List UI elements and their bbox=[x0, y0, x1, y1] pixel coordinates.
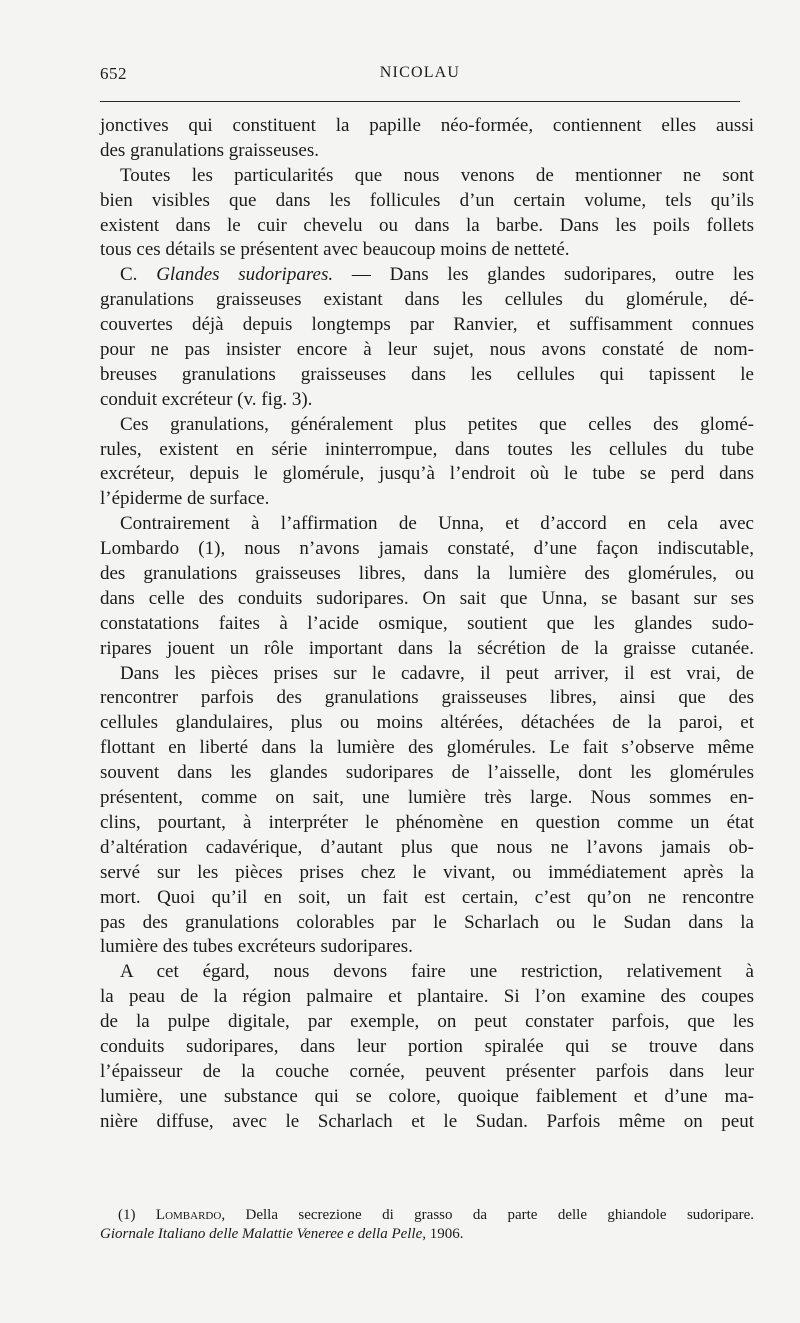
text-line: ripares jouent un rôle important dans la sécrétion de la graisse cutanée. bbox=[100, 637, 754, 659]
section-heading-line bbox=[100, 263, 754, 288]
text-line: rules, existent en série ininterrompue, dans toutes les cellules du tube bbox=[100, 438, 754, 460]
section-lead-text: — Dans les glandes sudoripares, outre les bbox=[351, 264, 754, 286]
text-line: conduits sudoripares, dans leur portion spiralée qui se trouve dans bbox=[100, 1035, 754, 1057]
text-line: de la pulpe digitale, par exemple, on peut constater parfois, que les bbox=[100, 1011, 754, 1033]
footnote-author: Lombardo, bbox=[155, 1207, 226, 1223]
footnote-journal: Giornale Italiano delle Malattie Veneree e della Pelle, bbox=[100, 1226, 427, 1242]
text-line: souvent dans les glandes sudoripares de l’aisselle, dont les glomérules bbox=[100, 762, 754, 784]
footnote-title: Della secrezione di grasso da parte delle ghiandole sudoripare. bbox=[245, 1207, 755, 1223]
text-line: présentent, comme on sait, une lumière très large. Nous sommes en- bbox=[100, 787, 754, 809]
text-line: Dans les pièces prises sur le cadavre, il peut arriver, il est vrai, de bbox=[120, 662, 754, 684]
page-header bbox=[100, 64, 740, 94]
body-text bbox=[100, 114, 754, 1135]
footnote-line-1 bbox=[100, 1206, 754, 1225]
text-line: couvertes déjà depuis longtemps par Ranvier, et suffisamment connues bbox=[100, 314, 754, 336]
text-line: granulations graisseuses existant dans les cellules du glomérule, dé- bbox=[100, 289, 754, 311]
footnote-year: 1906. bbox=[429, 1226, 464, 1242]
text-line: l’épiderme de surface. bbox=[100, 488, 270, 510]
text-line: cellules glandulaires, plus ou moins altérées, détachées de la paroi, et bbox=[100, 712, 754, 734]
text-line: Lombardo (1), nous n’avons jamais constaté, d’une façon indiscutable, bbox=[100, 538, 754, 560]
text-line: rencontrer parfois des granulations graisseuses libres, ainsi que des bbox=[100, 687, 754, 709]
footnote-marker: (1) bbox=[118, 1207, 136, 1223]
text-line: breuses granulations graisseuses dans les cellules qui tapissent le bbox=[100, 363, 754, 385]
text-line: d’altération cadavérique, d’autant plus que nous ne l’avons jamais ob- bbox=[100, 836, 754, 858]
text-line: lumière des tubes excréteurs sudoripares. bbox=[100, 936, 413, 958]
header-rule bbox=[100, 101, 740, 102]
section-title: Glandes sudoripares. bbox=[156, 264, 334, 286]
text-line: conduit excréteur (v. fig. 3). bbox=[100, 388, 313, 410]
text-line: lumière, une substance qui se colore, quoique faiblement et d’une ma- bbox=[100, 1085, 754, 1107]
text-line: A cet égard, nous devons faire une restriction, relativement à bbox=[120, 961, 754, 983]
text-line: mort. Quoi qu’il en soit, un fait est certain, c’est qu’on ne rencontre bbox=[100, 886, 754, 908]
text-line: la peau de la région palmaire et plantaire. Si l’on examine des coupes bbox=[100, 986, 754, 1008]
text-line: l’épaisseur de la couche cornée, peuvent présenter parfois dans leur bbox=[100, 1060, 754, 1082]
text-line: pas des granulations colorables par le Scharlach ou le Sudan dans la bbox=[100, 911, 754, 933]
text-line: excréteur, depuis le glomérule, jusqu’à l’endroit où le tube se perd dans bbox=[100, 463, 754, 485]
section-letter: C. bbox=[120, 264, 138, 286]
text-line: constatations faites à l’acide osmique, soutient que les glandes sudo- bbox=[100, 612, 754, 634]
text-line: Toutes les particularités que nous venons de mentionner ne sont bbox=[120, 164, 754, 186]
text-line: tous ces détails se présentent avec beaucoup moins de netteté. bbox=[100, 239, 570, 261]
text-line: Contrairement à l’affirmation de Unna, et d’accord en cela avec bbox=[120, 513, 754, 535]
running-head: NICOLAU bbox=[379, 64, 461, 81]
text-line: des granulations graisseuses. bbox=[100, 139, 319, 161]
page-number: 652 bbox=[100, 64, 127, 83]
text-line: jonctives qui constituent la papille néo-formée, contiennent elles aussi bbox=[100, 115, 754, 136]
text-line: bien visibles que dans les follicules d’un certain volume, tels qu’ils bbox=[100, 189, 754, 211]
text-line: clins, pourtant, à interpréter le phénomène en question comme un état bbox=[100, 811, 754, 833]
text-line: Ces granulations, généralement plus petites que celles des glomé- bbox=[120, 413, 754, 435]
text-line: existent dans le cuir chevelu ou dans la barbe. Dans les poils follets bbox=[100, 214, 754, 236]
footnote bbox=[100, 1206, 754, 1244]
text-line: pour ne pas insister encore à leur sujet, nous avons constaté de nom- bbox=[100, 339, 754, 361]
footnote-line-2 bbox=[100, 1225, 754, 1244]
text-line: dans celle des conduits sudoripares. On sait que Unna, se basant sur ses bbox=[100, 587, 754, 609]
text-line: nière diffuse, avec le Scharlach et le Sudan. Parfois même on peut bbox=[100, 1110, 754, 1132]
text-line: servé sur les pièces prises chez le vivant, ou immédiatement après la bbox=[100, 861, 754, 883]
text-line: des granulations graisseuses libres, dans la lumière des glomérules, ou bbox=[100, 563, 754, 585]
text-line: flottant en liberté dans la lumière des glomérules. Le fait s’observe même bbox=[100, 737, 754, 759]
